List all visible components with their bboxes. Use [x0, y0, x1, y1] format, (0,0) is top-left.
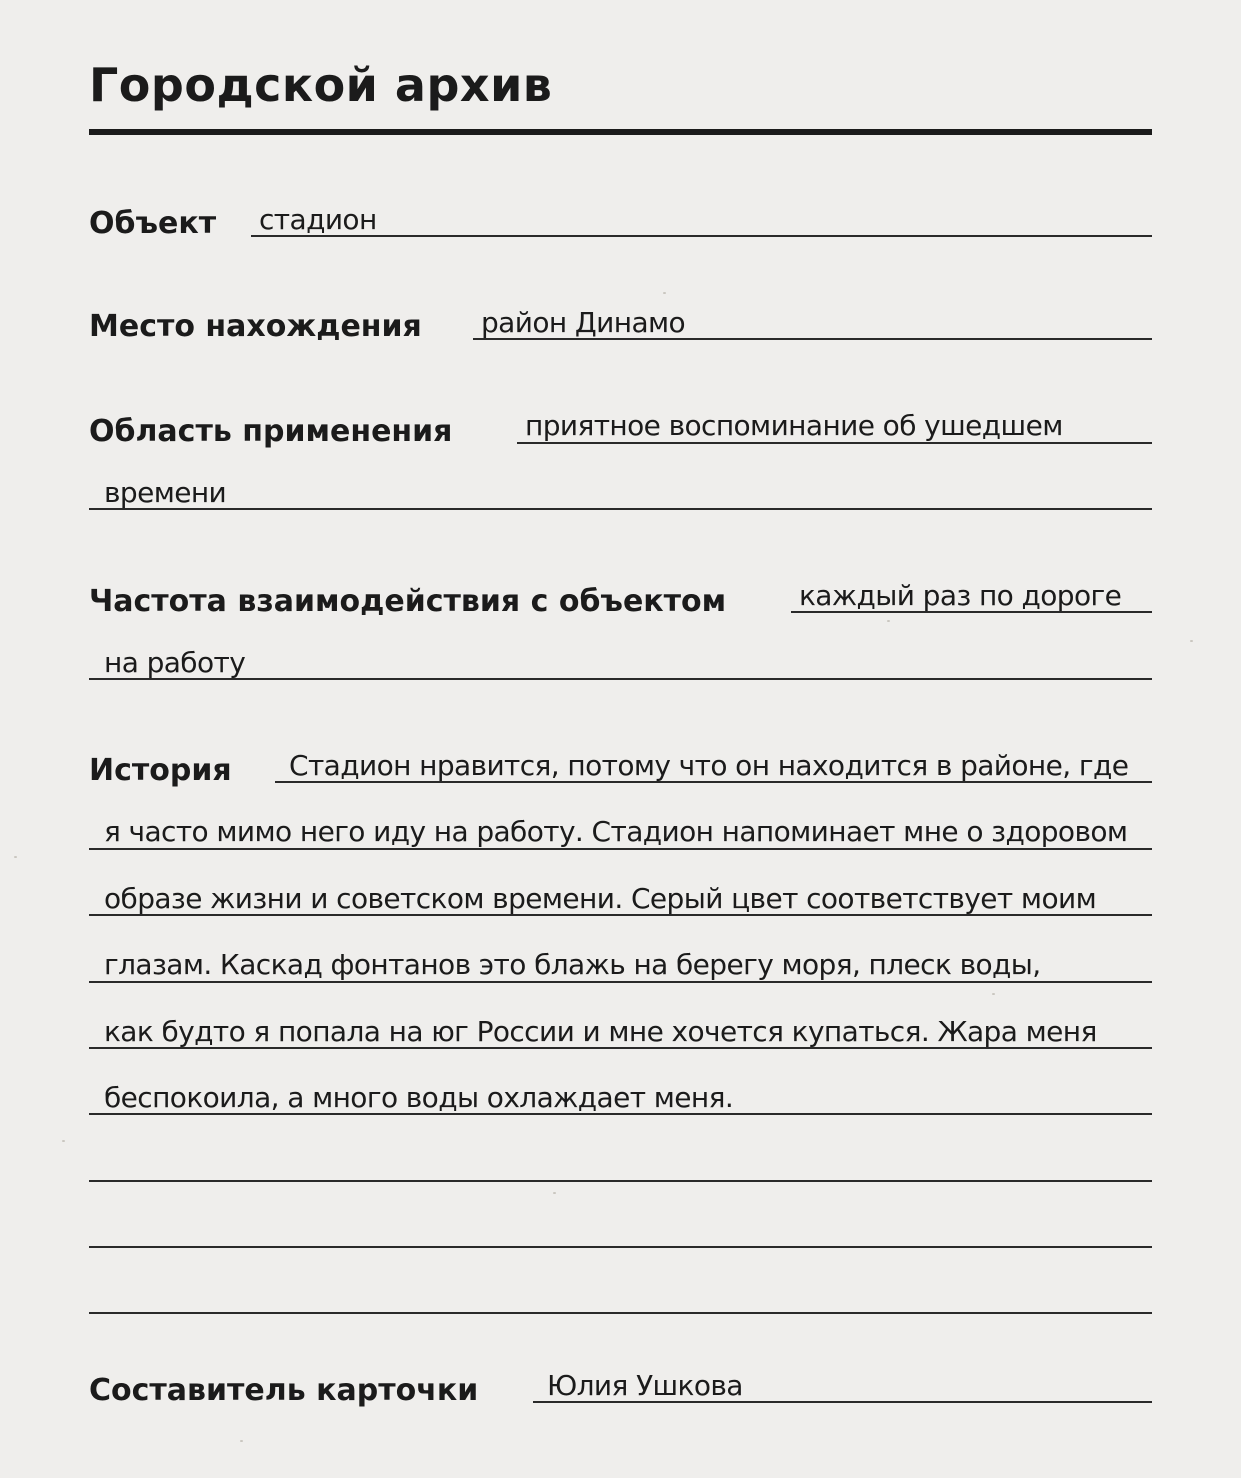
history-underline-4 [89, 981, 1152, 983]
history-underline-7 [89, 1180, 1152, 1182]
location-label: Место нахождения [89, 309, 422, 344]
object-value: стадион [259, 203, 377, 236]
paper-speckle [62, 1140, 65, 1142]
frequency-value-line-2: на работу [104, 646, 246, 679]
paper-speckle [992, 993, 995, 995]
paper-speckle [1190, 640, 1193, 642]
history-label: История [89, 753, 232, 788]
application-label: Область применения [89, 414, 453, 449]
paper-speckle [553, 1192, 556, 1194]
paper-speckle [14, 856, 17, 858]
application-value-line-1: приятное воспоминание об ушедшем [525, 409, 1063, 442]
object-underline [251, 235, 1152, 237]
application-value-line-2: времени [104, 476, 227, 509]
history-underline-8 [89, 1246, 1152, 1248]
location-value: район Динамо [481, 306, 686, 339]
frequency-value-line-1: каждый раз по дороге [799, 579, 1122, 612]
page-title: Городской архив [89, 58, 553, 112]
application-underline-1 [517, 442, 1152, 444]
application-underline-2 [89, 508, 1152, 510]
object-label: Объект [89, 206, 217, 241]
frequency-label: Частота взаимодействия с объектом [89, 584, 727, 619]
history-line-6: беспокоила, а много воды охлаждает меня. [104, 1081, 734, 1114]
paper-speckle [663, 292, 666, 294]
history-line-5: как будто я попала на юг России и мне хочется купаться. Жара меня [104, 1015, 1097, 1048]
history-line-2: я часто мимо него иду на работу. Стадион напоминает мне о здоровом [104, 815, 1128, 848]
author-label: Составитель карточки [89, 1373, 479, 1408]
title-divider [89, 129, 1152, 135]
paper-speckle [240, 1440, 243, 1442]
frequency-underline-2 [89, 678, 1152, 680]
author-value: Юлия Ушкова [547, 1369, 743, 1402]
history-line-4: глазам. Каскад фонтанов это блажь на берегу моря, плеск воды, [104, 948, 1041, 981]
history-line-1: Стадион нравится, потому что он находится в районе, где [289, 749, 1129, 782]
history-underline-9 [89, 1312, 1152, 1314]
paper-speckle [887, 620, 890, 622]
history-underline-2 [89, 848, 1152, 850]
history-line-3: образе жизни и советском времени. Серый цвет соответствует моим [104, 882, 1097, 915]
